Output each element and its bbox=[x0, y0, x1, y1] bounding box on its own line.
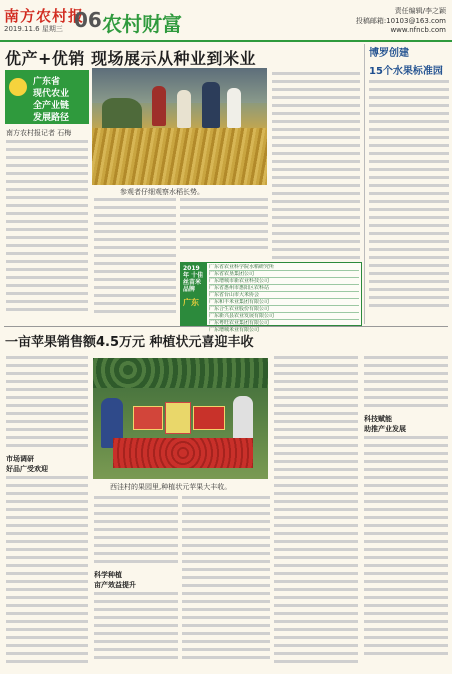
sidebar-article bbox=[364, 44, 452, 324]
masthead bbox=[0, 0, 452, 42]
rice-brand-table bbox=[180, 262, 362, 333]
table-row: 广东新兴县农业发展有限公司 bbox=[209, 313, 359, 320]
second-body-col3 bbox=[182, 496, 270, 668]
second-body-col4 bbox=[274, 356, 358, 668]
table-row: 广东省台山市大米协会 bbox=[209, 292, 359, 299]
subhead-yield: 亩产效益提升 bbox=[94, 581, 136, 589]
second-photo bbox=[93, 358, 268, 479]
second-body-col5 bbox=[364, 356, 448, 668]
subhead-market: 市场调研 bbox=[6, 455, 34, 463]
lead-body-col1 bbox=[6, 140, 88, 320]
table-row: 广东和丰米业集团有限公司 bbox=[209, 299, 359, 306]
lead-body-col3 bbox=[180, 198, 268, 258]
badge-check-icon bbox=[9, 78, 27, 96]
badge-line-3: 全产业链 bbox=[33, 101, 70, 111]
issue-date: 2019.11.6 星期三 bbox=[4, 25, 63, 33]
second-headline: 一亩苹果销售额4.5万元 种植状元喜迎丰收 bbox=[5, 335, 254, 350]
lead-headline: 优产+优销 现场展示从种业到米业 bbox=[5, 49, 256, 68]
table-row: 广东增城市新农业科技公司 bbox=[209, 278, 359, 285]
lead-byline: 南方农村报记者 石梅 bbox=[6, 129, 72, 137]
subhead-quality: 好品广受欢迎 bbox=[6, 465, 48, 473]
section-editor: 责任编辑/李之颖 bbox=[394, 7, 446, 15]
table-heading: 2019年 十佳丝苗米品牌 bbox=[183, 265, 204, 293]
second-photo-caption: 西洼村的果园里,种植状元苹果大丰收。 bbox=[110, 483, 232, 491]
badge-line-4: 发展路径 bbox=[33, 113, 70, 123]
table-row: 广东省惠州市惠阳区农科站 bbox=[209, 285, 359, 292]
table-row: 广东合生农业股份有限公司 bbox=[209, 306, 359, 313]
sidebar-headline: 博罗创建 bbox=[369, 48, 409, 59]
section-divider bbox=[4, 326, 448, 327]
subhead-industry: 助推产业发展 bbox=[364, 425, 406, 433]
subhead-tech: 科技赋能 bbox=[364, 415, 392, 423]
lead-photo-caption: 参观者仔细观察水稻长势。 bbox=[120, 188, 204, 196]
second-body-col1 bbox=[6, 356, 88, 668]
sidebar-body bbox=[369, 80, 449, 320]
table-row: 广东省农垦集团公司 bbox=[209, 271, 359, 278]
table-row: 广东省农业科学院水稻研究所 bbox=[209, 264, 359, 271]
section-title: 农村财富 bbox=[102, 12, 182, 36]
website: www.nfncb.com bbox=[390, 26, 446, 34]
page-number: 06 bbox=[74, 8, 102, 32]
badge-line-1: 广东省 bbox=[33, 77, 61, 87]
lead-photo bbox=[92, 68, 267, 185]
second-body-col2 bbox=[94, 496, 178, 668]
table-row: 广东粤旺农业集团有限公司 bbox=[209, 320, 359, 327]
paper-logo: 南方农村报 bbox=[4, 9, 85, 25]
sidebar-subheadline: 15个水果标准园 bbox=[369, 66, 443, 77]
table-row: 广东增城米业有限公司 bbox=[209, 327, 260, 333]
table-side-province: 广东 bbox=[183, 298, 199, 307]
lead-badge bbox=[5, 70, 89, 124]
subhead-science: 科学种植 bbox=[94, 571, 122, 579]
lead-body-col2 bbox=[94, 198, 176, 322]
table-side-label bbox=[181, 263, 207, 325]
badge-line-2: 现代农业 bbox=[33, 89, 70, 99]
contact-email: 投稿邮箱:10103@163.com bbox=[355, 17, 446, 25]
